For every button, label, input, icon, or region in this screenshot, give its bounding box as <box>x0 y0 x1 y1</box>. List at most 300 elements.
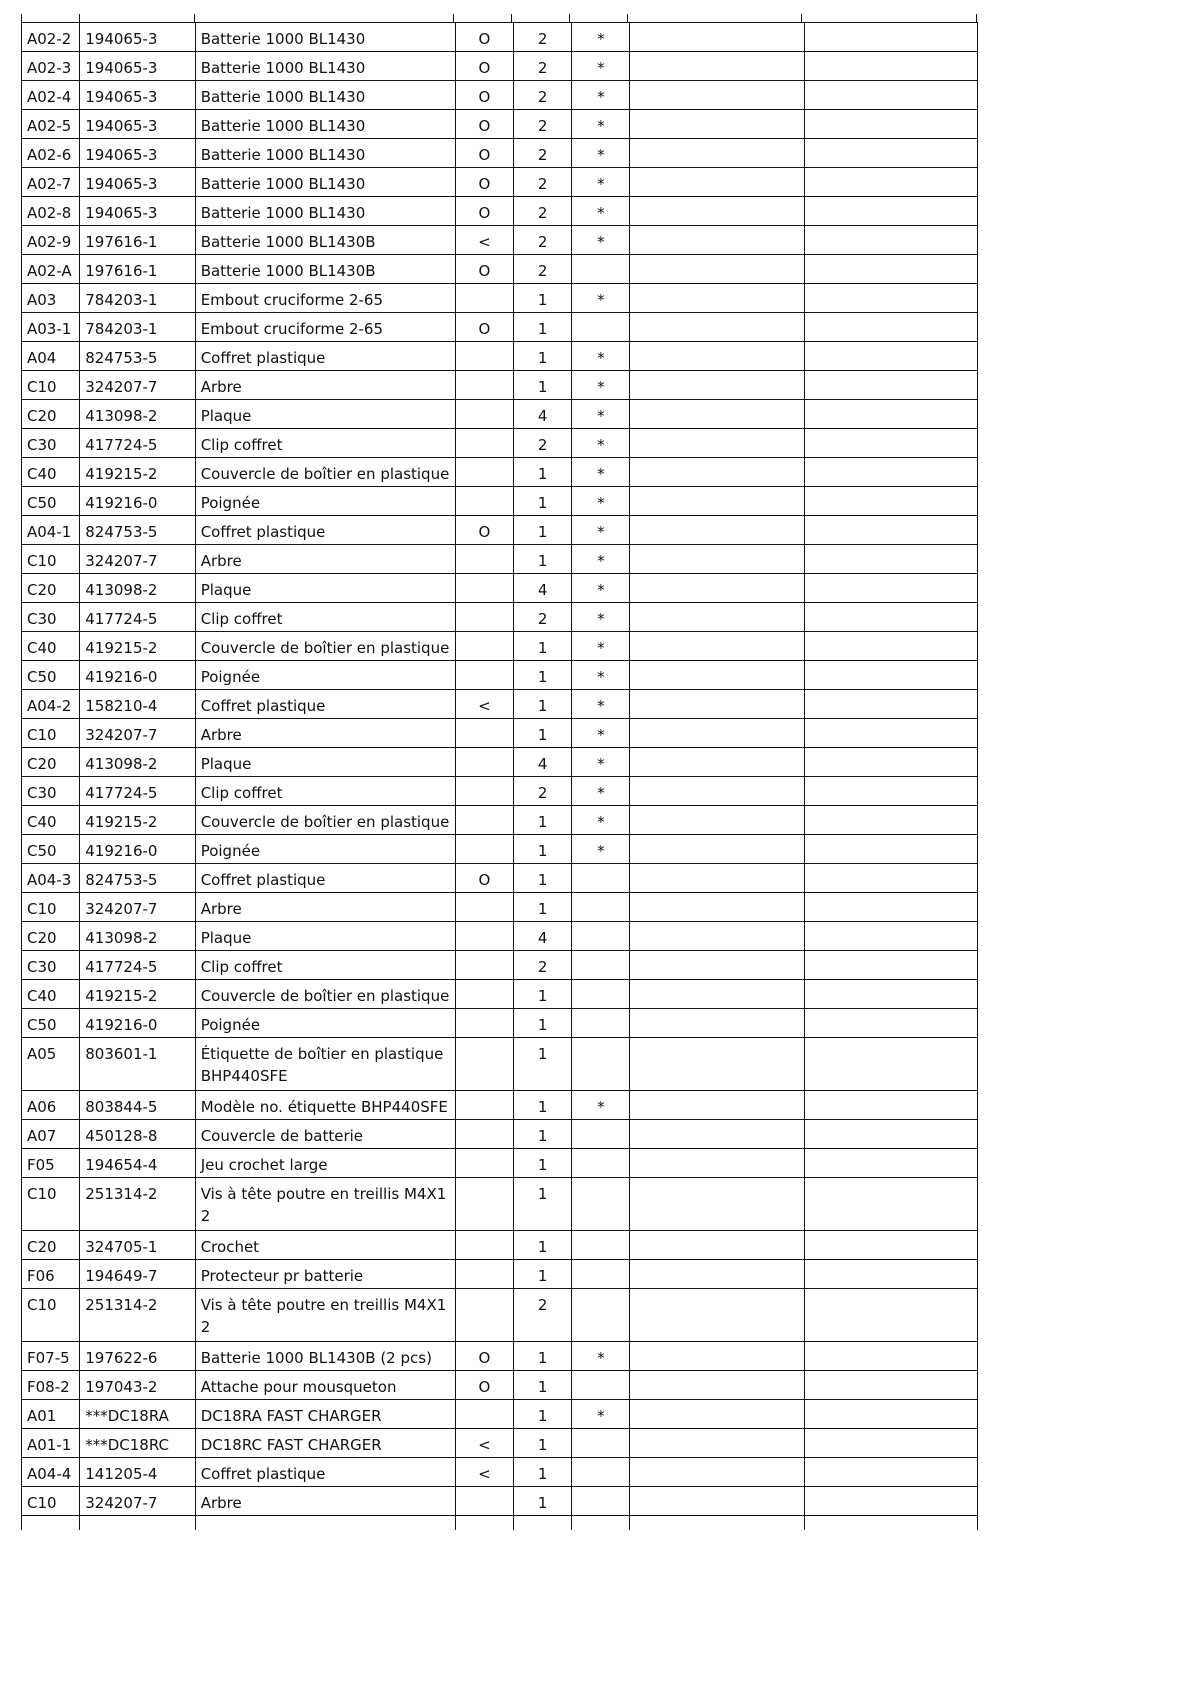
empty-cell <box>630 313 805 342</box>
quantity-cell: 2 <box>514 603 572 632</box>
table-row <box>22 1178 978 1231</box>
option-cell: O <box>455 110 513 139</box>
note-cell <box>572 951 630 980</box>
option-cell <box>455 603 513 632</box>
note-cell <box>572 893 630 922</box>
note-cell <box>572 864 630 893</box>
part-number-cell: 197043-2 <box>80 1371 195 1400</box>
empty-cell <box>630 864 805 893</box>
description-cell: DC18RC FAST CHARGER <box>195 1429 455 1458</box>
table-row <box>22 371 978 400</box>
quantity-cell: 4 <box>514 748 572 777</box>
ref-cell: C50 <box>22 835 80 864</box>
description-cell: Jeu crochet large <box>195 1149 455 1178</box>
part-number-cell: 194065-3 <box>80 168 195 197</box>
description-cell: Poignée <box>195 835 455 864</box>
option-cell: < <box>455 1458 513 1487</box>
part-number-cell: 784203-1 <box>80 284 195 313</box>
note-cell <box>572 980 630 1009</box>
description-cell: Poignée <box>195 1009 455 1038</box>
empty-cell <box>805 255 978 284</box>
table-row <box>22 1149 978 1178</box>
ref-cell: F06 <box>22 1260 80 1289</box>
part-number-cell: 419216-0 <box>80 835 195 864</box>
note-cell: * <box>572 806 630 835</box>
ref-cell: A02-9 <box>22 226 80 255</box>
table-row <box>22 719 978 748</box>
empty-cell <box>630 632 805 661</box>
part-number-cell: 324705-1 <box>80 1231 195 1260</box>
note-cell: * <box>572 1342 630 1371</box>
option-cell <box>455 1260 513 1289</box>
table-row <box>22 168 978 197</box>
empty-cell <box>805 1149 978 1178</box>
table-row <box>22 284 978 313</box>
ref-cell: C30 <box>22 603 80 632</box>
empty-cell <box>805 81 978 110</box>
empty-cell <box>195 1516 455 1530</box>
quantity-cell: 1 <box>514 1371 572 1400</box>
description-cell: Batterie 1000 BL1430 <box>195 168 455 197</box>
empty-cell <box>805 429 978 458</box>
ref-cell: C10 <box>22 545 80 574</box>
description-cell: Embout cruciforme 2-65 <box>195 284 455 313</box>
part-number-cell: 251314-2 <box>80 1289 195 1342</box>
option-cell: O <box>455 197 513 226</box>
table-row <box>22 429 978 458</box>
empty-cell <box>805 110 978 139</box>
part-number-cell: 324207-7 <box>80 719 195 748</box>
empty-cell <box>805 1178 978 1231</box>
ref-cell: A04-4 <box>22 1458 80 1487</box>
part-number-cell: 784203-1 <box>80 313 195 342</box>
note-cell: * <box>572 545 630 574</box>
part-number-cell: 419215-2 <box>80 806 195 835</box>
note-cell: * <box>572 661 630 690</box>
empty-cell <box>805 284 978 313</box>
table-row <box>22 23 978 52</box>
table-row <box>22 1289 978 1342</box>
quantity-cell: 2 <box>514 197 572 226</box>
description-cell: Clip coffret <box>195 777 455 806</box>
part-number-cell: 824753-5 <box>80 516 195 545</box>
empty-cell <box>630 458 805 487</box>
option-cell <box>455 342 513 371</box>
table-row <box>22 139 978 168</box>
ref-cell: C20 <box>22 1231 80 1260</box>
ref-cell: F08-2 <box>22 1371 80 1400</box>
quantity-cell: 1 <box>514 1009 572 1038</box>
description-cell: Poignée <box>195 661 455 690</box>
empty-cell <box>805 835 978 864</box>
ref-cell: C50 <box>22 661 80 690</box>
quantity-cell: 1 <box>514 864 572 893</box>
table-row <box>22 661 978 690</box>
quantity-cell: 1 <box>514 690 572 719</box>
note-cell <box>572 1120 630 1149</box>
empty-cell <box>630 371 805 400</box>
option-cell: O <box>455 1371 513 1400</box>
option-cell <box>455 284 513 313</box>
option-cell: O <box>455 52 513 81</box>
ref-cell: C20 <box>22 922 80 951</box>
empty-cell <box>630 1009 805 1038</box>
ref-cell: A02-7 <box>22 168 80 197</box>
table-row <box>22 226 978 255</box>
option-cell <box>455 980 513 1009</box>
part-number-cell: 450128-8 <box>80 1120 195 1149</box>
table-row <box>22 1458 978 1487</box>
note-cell: * <box>572 139 630 168</box>
note-cell <box>572 1038 630 1091</box>
empty-cell <box>630 1178 805 1231</box>
quantity-cell: 1 <box>514 371 572 400</box>
empty-cell <box>630 1289 805 1342</box>
note-cell: * <box>572 1400 630 1429</box>
ref-cell: A02-3 <box>22 52 80 81</box>
option-cell <box>455 1400 513 1429</box>
empty-cell <box>630 429 805 458</box>
quantity-cell: 1 <box>514 893 572 922</box>
quantity-cell: 1 <box>514 806 572 835</box>
empty-cell <box>630 719 805 748</box>
table-row <box>22 806 978 835</box>
option-cell: O <box>455 864 513 893</box>
ref-cell: C10 <box>22 719 80 748</box>
empty-cell <box>630 110 805 139</box>
quantity-cell: 4 <box>514 400 572 429</box>
table-row <box>22 574 978 603</box>
empty-cell <box>630 1038 805 1091</box>
quantity-cell: 4 <box>514 574 572 603</box>
ref-cell: C50 <box>22 487 80 516</box>
table-row <box>22 603 978 632</box>
ref-cell: A02-2 <box>22 23 80 52</box>
empty-cell <box>805 1487 978 1516</box>
ref-cell: C10 <box>22 1487 80 1516</box>
empty-cell <box>630 139 805 168</box>
note-cell <box>572 922 630 951</box>
empty-cell <box>805 226 978 255</box>
quantity-cell: 1 <box>514 980 572 1009</box>
table-row <box>22 748 978 777</box>
ref-cell: C40 <box>22 458 80 487</box>
empty-cell <box>630 951 805 980</box>
note-cell: * <box>572 429 630 458</box>
option-cell: O <box>455 139 513 168</box>
note-cell: * <box>572 81 630 110</box>
note-cell <box>572 1260 630 1289</box>
part-number-cell: 419216-0 <box>80 661 195 690</box>
ref-cell: C40 <box>22 632 80 661</box>
quantity-cell: 1 <box>514 487 572 516</box>
option-cell <box>455 835 513 864</box>
description-cell: Plaque <box>195 748 455 777</box>
empty-cell <box>805 371 978 400</box>
empty-cell <box>805 1289 978 1342</box>
description-cell: Arbre <box>195 719 455 748</box>
table-row <box>22 922 978 951</box>
part-number-cell: 197616-1 <box>80 226 195 255</box>
note-cell <box>572 255 630 284</box>
empty-cell <box>805 487 978 516</box>
note-cell: * <box>572 719 630 748</box>
ref-cell: A04-3 <box>22 864 80 893</box>
part-number-cell: 419216-0 <box>80 1009 195 1038</box>
note-cell <box>572 1289 630 1342</box>
part-number-cell: 803844-5 <box>80 1091 195 1120</box>
table-row <box>22 1400 978 1429</box>
option-cell <box>455 719 513 748</box>
table-row <box>22 1371 978 1400</box>
description-cell: Batterie 1000 BL1430 <box>195 81 455 110</box>
table-row <box>22 777 978 806</box>
description-cell: Modèle no. étiquette BHP440SFE <box>195 1091 455 1120</box>
table-row <box>22 342 978 371</box>
part-number-cell: 413098-2 <box>80 574 195 603</box>
empty-cell <box>22 1516 80 1530</box>
empty-cell <box>630 545 805 574</box>
empty-cell <box>805 516 978 545</box>
empty-cell <box>805 806 978 835</box>
empty-cell <box>805 139 978 168</box>
table-row <box>22 458 978 487</box>
empty-cell <box>805 632 978 661</box>
part-number-cell: 419215-2 <box>80 632 195 661</box>
ref-cell: C10 <box>22 371 80 400</box>
note-cell <box>572 1429 630 1458</box>
empty-cell <box>630 1091 805 1120</box>
quantity-cell: 1 <box>514 458 572 487</box>
quantity-cell: 2 <box>514 226 572 255</box>
table-row <box>22 400 978 429</box>
note-cell <box>572 1009 630 1038</box>
empty-cell <box>630 574 805 603</box>
ref-cell: C10 <box>22 1178 80 1231</box>
empty-cell <box>805 951 978 980</box>
description-cell: Couvercle de boîtier en plastique <box>195 806 455 835</box>
empty-cell <box>805 748 978 777</box>
table-row <box>22 52 978 81</box>
description-cell: Couvercle de boîtier en plastique <box>195 980 455 1009</box>
note-cell: * <box>572 168 630 197</box>
option-cell: < <box>455 1429 513 1458</box>
option-cell <box>455 400 513 429</box>
empty-cell <box>805 690 978 719</box>
empty-cell <box>805 893 978 922</box>
ref-cell: C50 <box>22 1009 80 1038</box>
parts-table <box>21 22 978 1530</box>
quantity-cell: 1 <box>514 661 572 690</box>
empty-cell <box>630 516 805 545</box>
ref-cell: A02-5 <box>22 110 80 139</box>
note-cell: * <box>572 603 630 632</box>
note-cell <box>572 1178 630 1231</box>
quantity-cell: 1 <box>514 1091 572 1120</box>
option-cell <box>455 429 513 458</box>
description-cell: Coffret plastique <box>195 690 455 719</box>
empty-cell <box>630 603 805 632</box>
part-number-cell: 417724-5 <box>80 777 195 806</box>
note-cell: * <box>572 516 630 545</box>
option-cell <box>455 951 513 980</box>
empty-cell <box>455 1516 513 1530</box>
empty-cell <box>805 52 978 81</box>
note-cell: * <box>572 110 630 139</box>
note-cell: * <box>572 574 630 603</box>
ref-cell: A06 <box>22 1091 80 1120</box>
table-row <box>22 1091 978 1120</box>
empty-cell <box>630 1342 805 1371</box>
note-cell: * <box>572 487 630 516</box>
empty-cell <box>630 342 805 371</box>
part-number-cell: 141205-4 <box>80 1458 195 1487</box>
description-cell: Clip coffret <box>195 603 455 632</box>
table-row <box>22 1429 978 1458</box>
option-cell <box>455 1178 513 1231</box>
description-cell: Arbre <box>195 545 455 574</box>
ref-cell: C10 <box>22 893 80 922</box>
description-cell: Vis à tête poutre en treillis M4X1 2 <box>195 1289 455 1342</box>
empty-cell <box>805 864 978 893</box>
option-cell <box>455 922 513 951</box>
description-cell: Coffret plastique <box>195 1458 455 1487</box>
part-number-cell: 417724-5 <box>80 951 195 980</box>
option-cell <box>455 893 513 922</box>
table-row <box>22 255 978 284</box>
quantity-cell: 1 <box>514 1487 572 1516</box>
option-cell: O <box>455 23 513 52</box>
table-row <box>22 632 978 661</box>
empty-cell <box>805 168 978 197</box>
empty-cell <box>630 1516 805 1530</box>
ref-cell: A03 <box>22 284 80 313</box>
empty-cell <box>630 1120 805 1149</box>
table-row <box>22 197 978 226</box>
table-row <box>22 81 978 110</box>
ref-cell: C20 <box>22 400 80 429</box>
ref-cell: C20 <box>22 748 80 777</box>
ref-cell: A04 <box>22 342 80 371</box>
quantity-cell: 2 <box>514 139 572 168</box>
quantity-cell: 4 <box>514 922 572 951</box>
part-number-cell: 194654-4 <box>80 1149 195 1178</box>
ref-cell: C40 <box>22 806 80 835</box>
empty-cell <box>630 1487 805 1516</box>
empty-cell <box>805 313 978 342</box>
description-cell: Plaque <box>195 400 455 429</box>
option-cell: O <box>455 516 513 545</box>
part-number-cell: ***DC18RC <box>80 1429 195 1458</box>
description-cell: Plaque <box>195 574 455 603</box>
description-cell: Poignée <box>195 487 455 516</box>
empty-cell <box>630 1429 805 1458</box>
empty-cell <box>572 1516 630 1530</box>
ref-cell: C10 <box>22 1289 80 1342</box>
option-cell <box>455 1120 513 1149</box>
note-cell: * <box>572 284 630 313</box>
option-cell <box>455 1149 513 1178</box>
option-cell <box>455 1487 513 1516</box>
note-cell: * <box>572 226 630 255</box>
option-cell <box>455 1009 513 1038</box>
quantity-cell: 1 <box>514 516 572 545</box>
quantity-cell: 1 <box>514 1120 572 1149</box>
empty-cell <box>630 1149 805 1178</box>
empty-cell <box>630 1231 805 1260</box>
quantity-cell: 1 <box>514 342 572 371</box>
empty-cell <box>805 1429 978 1458</box>
note-cell: * <box>572 52 630 81</box>
empty-cell <box>630 52 805 81</box>
quantity-cell: 2 <box>514 255 572 284</box>
quantity-cell: 2 <box>514 168 572 197</box>
part-number-cell: 324207-7 <box>80 893 195 922</box>
note-cell: * <box>572 690 630 719</box>
note-cell: * <box>572 458 630 487</box>
empty-cell <box>630 284 805 313</box>
table-row <box>22 980 978 1009</box>
empty-cell <box>805 574 978 603</box>
quantity-cell: 1 <box>514 284 572 313</box>
note-cell <box>572 1371 630 1400</box>
empty-cell <box>805 1260 978 1289</box>
table-row <box>22 1120 978 1149</box>
option-cell: O <box>455 1342 513 1371</box>
empty-cell <box>805 1038 978 1091</box>
empty-cell <box>80 1516 195 1530</box>
part-number-cell: 803601-1 <box>80 1038 195 1091</box>
table-row <box>22 313 978 342</box>
ref-cell: A07 <box>22 1120 80 1149</box>
quantity-cell: 1 <box>514 632 572 661</box>
description-cell: Clip coffret <box>195 951 455 980</box>
ref-cell: A01 <box>22 1400 80 1429</box>
quantity-cell: 1 <box>514 313 572 342</box>
description-cell: Attache pour mousqueton <box>195 1371 455 1400</box>
part-number-cell: 251314-2 <box>80 1178 195 1231</box>
empty-cell <box>805 1342 978 1371</box>
description-cell: Plaque <box>195 922 455 951</box>
table-row-continuation <box>22 1516 978 1530</box>
part-number-cell: 194065-3 <box>80 52 195 81</box>
empty-cell <box>630 1260 805 1289</box>
empty-cell <box>805 603 978 632</box>
empty-cell <box>630 806 805 835</box>
description-cell: Batterie 1000 BL1430B <box>195 255 455 284</box>
table-row <box>22 110 978 139</box>
quantity-cell: 2 <box>514 23 572 52</box>
quantity-cell: 1 <box>514 1038 572 1091</box>
empty-cell <box>805 458 978 487</box>
empty-cell <box>630 777 805 806</box>
option-cell <box>455 748 513 777</box>
table-row <box>22 487 978 516</box>
ref-cell: F05 <box>22 1149 80 1178</box>
table-row <box>22 1260 978 1289</box>
option-cell <box>455 632 513 661</box>
empty-cell <box>805 922 978 951</box>
empty-cell <box>630 1458 805 1487</box>
ref-cell: A02-6 <box>22 139 80 168</box>
quantity-cell: 1 <box>514 835 572 864</box>
description-cell: Couvercle de boîtier en plastique <box>195 632 455 661</box>
note-cell: * <box>572 197 630 226</box>
option-cell: < <box>455 226 513 255</box>
empty-cell <box>630 1371 805 1400</box>
quantity-cell: 1 <box>514 1231 572 1260</box>
option-cell <box>455 806 513 835</box>
